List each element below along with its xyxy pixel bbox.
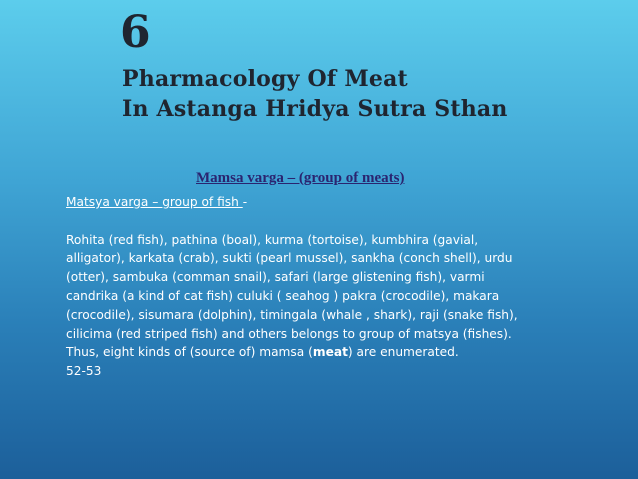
verse-reference: 52-53 [66,364,102,379]
summary-line [66,343,586,362]
body-text [66,193,586,381]
slide-number: 6 [120,7,151,58]
summary-bold-word: meat [312,345,348,360]
paragraph-line: cilicima (red striped fish) and others belongs to group of matsya (fishes). [66,326,512,341]
title-line-1: Pharmacology Of Meat [122,66,408,92]
subheading-suffix: - [242,195,248,209]
summary-text-after: ) are enumerated. [347,345,459,360]
summary-text-before: Thus, eight kinds of (source of) mamsa ( [66,345,313,360]
paragraph-line: (otter), sambuka (comman snail), safari (large glistening fish), varmi [66,270,485,285]
paragraph-line: Rohita (red fish), pathina (boal), kurma (tortoise), kumbhira (gavial, [66,232,479,247]
slide-title [122,64,508,124]
paragraph-line: (crocodile), sisumara (dolphin), timingala (whale , shark), raji (snake fish), [66,307,518,322]
subheading-link[interactable]: Matsya varga – group of fish [66,195,243,209]
subheading-line [66,193,586,212]
title-line-2: In Astanga Hridya Sutra Sthan [122,96,508,122]
paragraph [66,231,586,381]
paragraph-line: candrika (a kind of cat fish) culuki ( seahog ) pakra (crocodile), makara [66,288,500,303]
section-heading: Mamsa varga – (group of meats) [196,170,405,186]
paragraph-line: alligator), karkata (crab), sukti (pearl mussel), sankha (conch shell), urdu [66,251,513,266]
